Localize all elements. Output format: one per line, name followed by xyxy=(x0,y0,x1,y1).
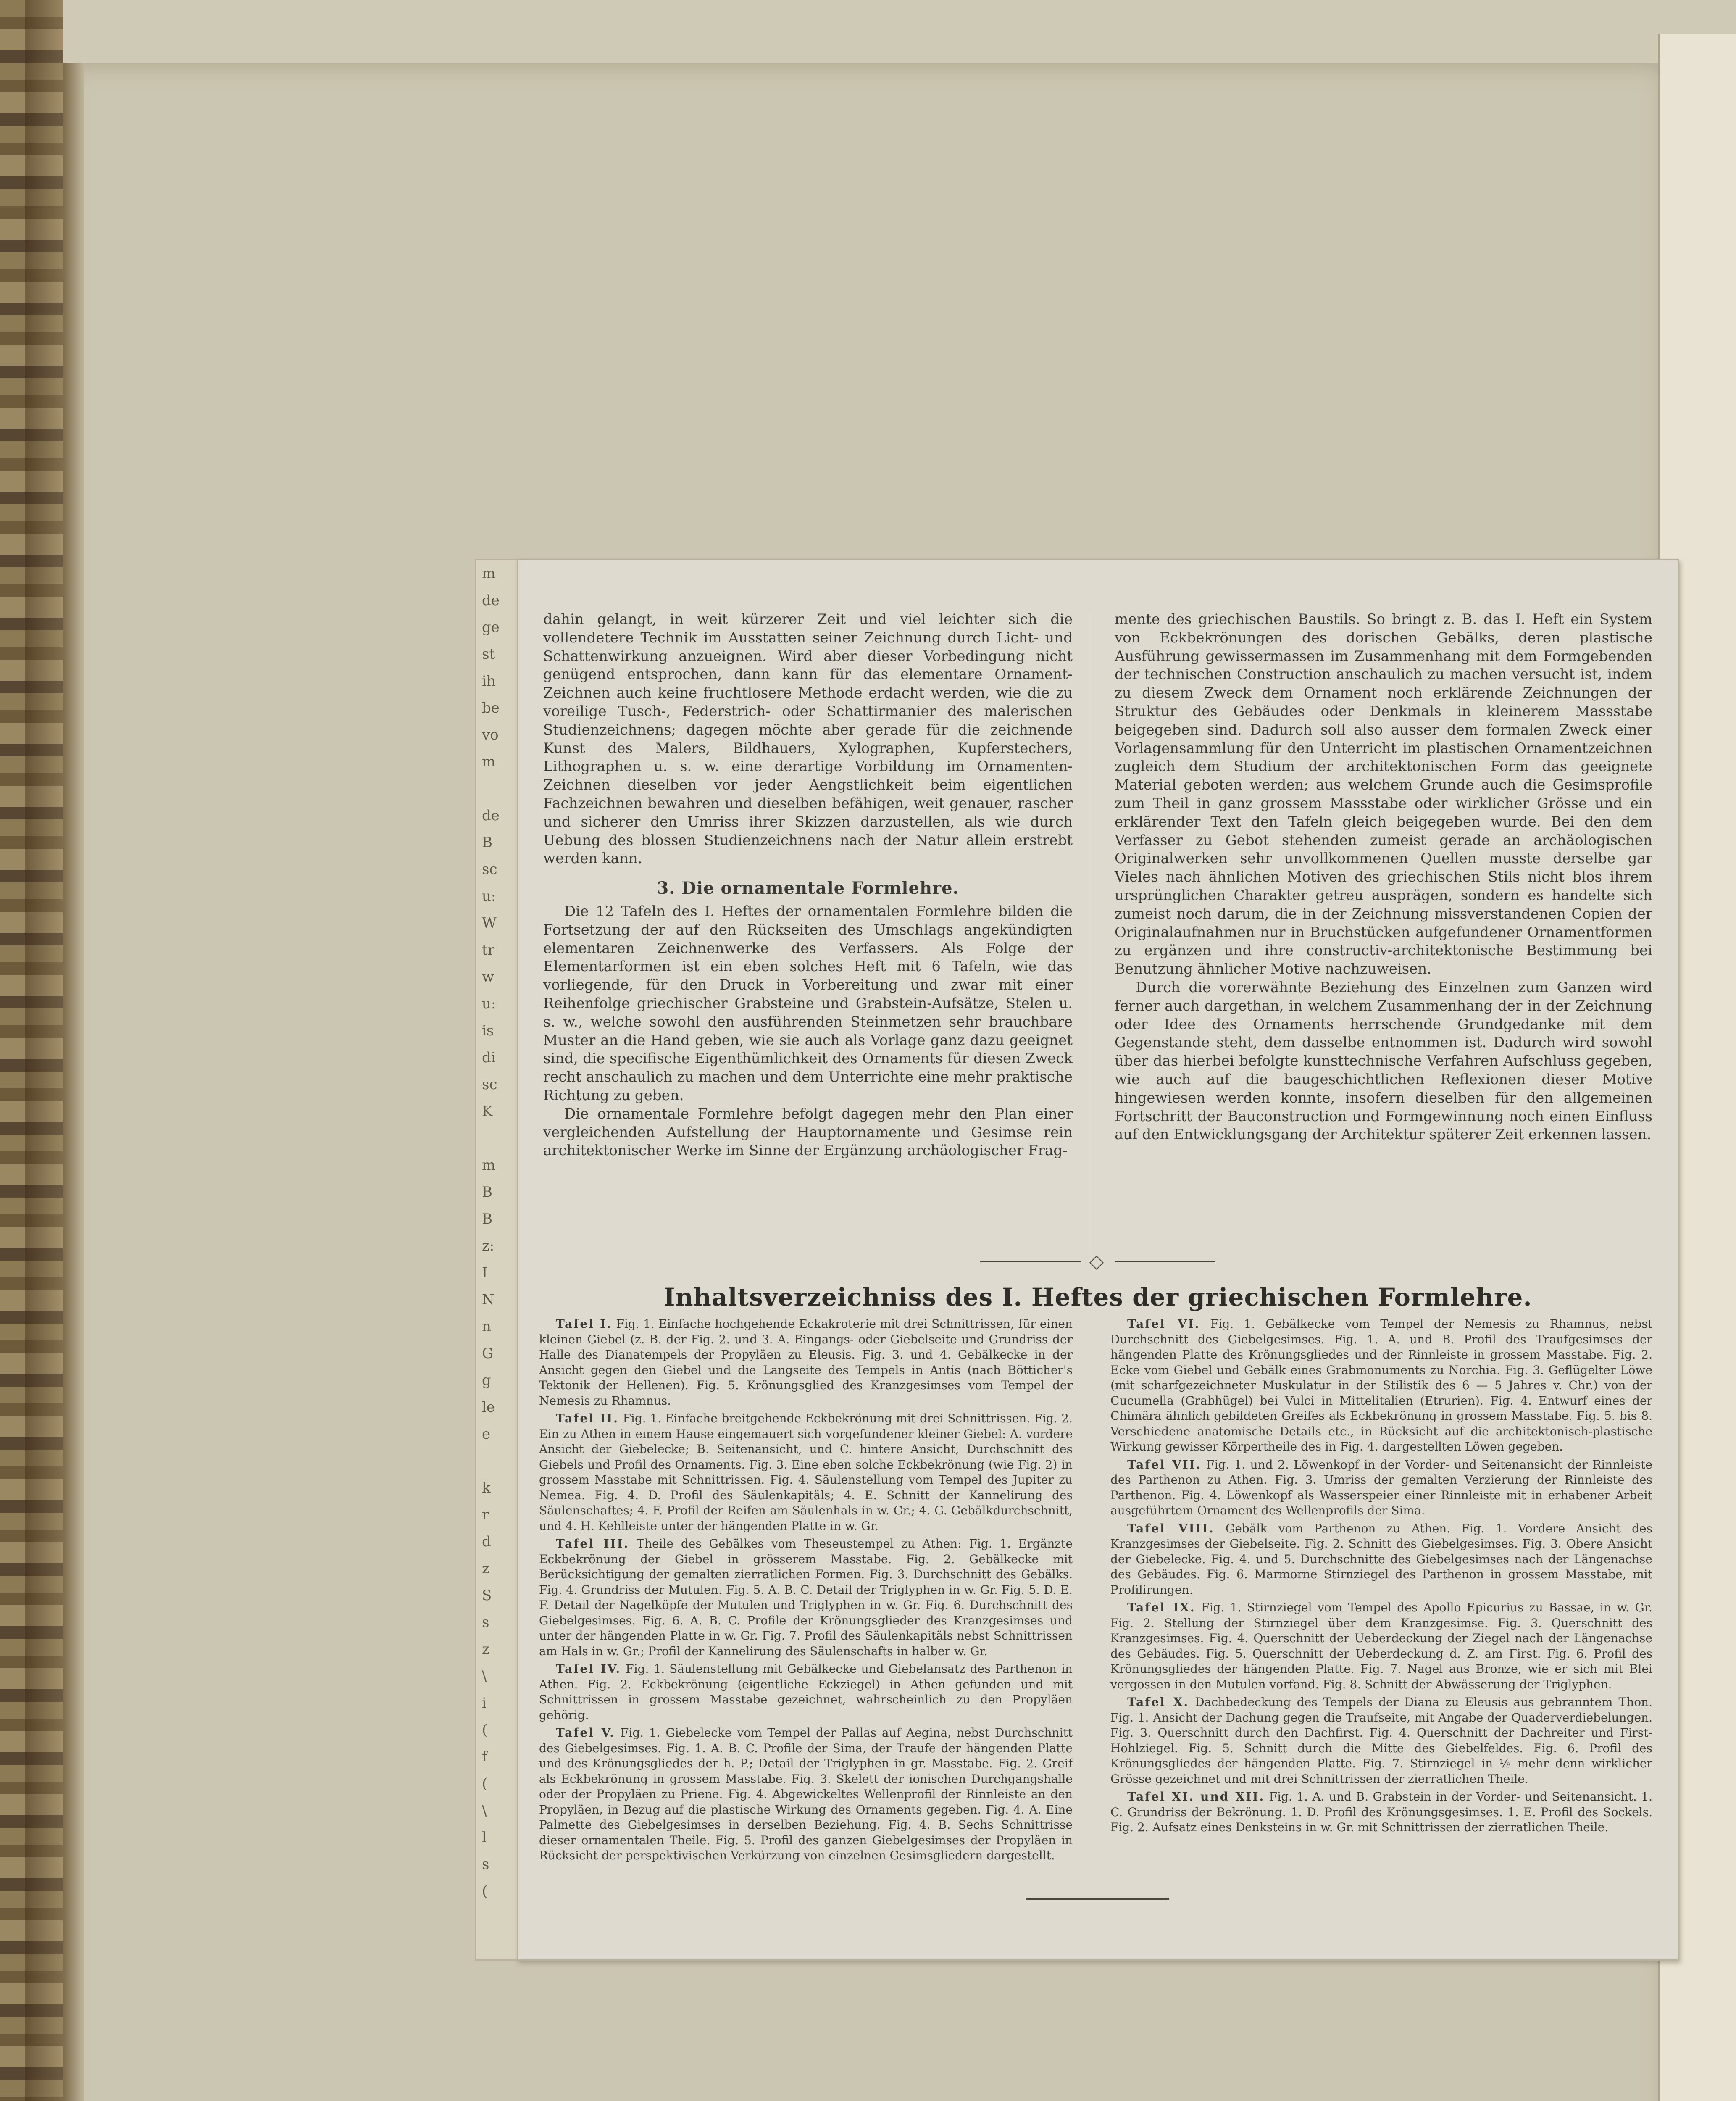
right-text-column xyxy=(1115,611,1652,1144)
underlying-text-fragment: l xyxy=(482,1829,487,1846)
underlying-text-fragment: e xyxy=(482,1426,491,1443)
underlying-text-fragment: be xyxy=(482,700,500,716)
underlying-text-fragment: I xyxy=(482,1264,488,1281)
underlying-text-fragment: ih xyxy=(482,673,496,690)
underlying-text-fragment: k xyxy=(482,1480,491,1496)
underlying-text-fragment: d xyxy=(482,1533,491,1550)
book-spine xyxy=(0,0,63,2101)
underlying-text-fragment: W xyxy=(482,915,497,932)
underlying-text-fragment: B xyxy=(482,834,492,851)
tafel-description: Fig. 1. Säulenstellung mit Gebälkecke und Giebelansatz des Parthenon in Athen. Fig. 2. Eckbekrönung (eigentliche Eckziegel) in Athen gefunden und mit Schnittrissen in grossem Masstabe gezeichnet, wahrscheinlich zu den Propyläen gehörig. xyxy=(539,1662,1073,1722)
pasted-printed-leaf xyxy=(517,559,1679,1961)
underlying-text-fragment: g xyxy=(482,1372,491,1389)
tafel-description: Fig. 1. Gebälkecke vom Tempel der Nemesis zu Rhamnus, nebst Durchschnitt des Giebelgesimses. Fig. 1. A. und B. Profil des Traufgesimses der hängenden Platte des Krönungsgliedes und der Rinnleiste in grossem Masstabe. Fig. 2. Ecke vom Giebel und Gebälk eines Grabmonuments zu Norchia. Fig. 3. Geflügelter Löwe (mit scharfgezeichneter Muskulatur in der Stilistik des 6 — 5 Jahres v. Chr.) von der Cucumella (Grabhügel) bei Vulci in Mittelitalien (Etrurien). Fig. 4. Entwurf eines der Chimära ähnlich gebildeten Greifes als Eckbekrönung in grossem Masstabe. Fig. 5. bis 8. Verschiedene anatomische Details etc., in Rücksicht auf die architektonisch-plastische Wirkung gewisser Körpertheile des in Fig. 4. dargestellten Löwen gegeben. xyxy=(1110,1317,1652,1453)
paragraph: Die ornamentale Formlehre befolgt dagegen mehr den Plan einer vergleichenden Aufstellung der Hauptornamente und Gesimse rein architektonischer Werke im Sinne der Ergänzung archäologischer Frag- xyxy=(543,1105,1073,1159)
underlying-text-fragment: u: xyxy=(482,995,496,1012)
underlying-text-fragment: r xyxy=(482,1506,489,1523)
underlying-text-fragment: ( xyxy=(482,1775,488,1792)
underlying-text-fragment: \ xyxy=(482,1668,487,1685)
toc-entry xyxy=(1110,1316,1652,1455)
paragraph: mente des griechischen Baustils. So bringt z. B. das I. Heft ein System von Eckbekrönungen des dorischen Gebälks, deren plastische Ausführung gewissermassen im Zusammenhang mit dem Formgebenden der technischen Construction anschaulich zu machen versucht ist, indem zu diesem Zweck dem Ornament noch erklärende Zeichnungen der Struktur des Gebäudes oder Denkmals in kleinerem Massstabe beigegeben sind. Dadurch soll also ausser dem formalen Zweck einer Vorlagensammlung für den Unterricht im plastischen Ornamentzeichnen zugleich dem Studium der architektonischen Form das geeignete Material geboten werden; aus welchem Grunde auch die Gesimsprofile zum Theil in ganz grossem Massstabe oder wirklicher Grösse und ein erklärender Text den Tafeln gleich beigegeben wurde. Bei den dem Verfasser zu Gebot stehenden zumeist gerade an archäologischen Originalwerken sehr unvollkommenen Quellen musste derselbe gar Vieles nach ähnlichen Motiven des griechischen Stils nicht blos ihrem ursprünglichen Charakter getreu ausprägen, sondern es handelte sich zumeist noch darum, die in der Zeichnung missverstandenen Copien der Originalaufnahmen nur in Bruchstücken aufgefundener Ornamentformen zu ergänzen und ihre constructiv-architektonische Bestimmung bei Benutzung ähnlicher Motive nachzuweisen. xyxy=(1115,611,1652,978)
tafel-label: Tafel X. xyxy=(1127,1695,1189,1709)
tafel-description: Fig. 1. A. und B. Grabstein in der Vorder- und Seitenansicht. 1. C. Grundriss der Bekrönung. 1. D. Profil des Krönungsgesimses. 1. E. Profil des Sockels. Fig. 2. Aufsatz eines Denksteins in w. Gr. mit Schnittrissen der zierratlichen Theile. xyxy=(1110,1790,1652,1834)
underlying-text-fragment: w xyxy=(482,969,494,985)
underlying-text-fragment: de xyxy=(482,592,500,609)
underlying-text-fragment: ( xyxy=(482,1883,488,1900)
toc-entry xyxy=(539,1411,1073,1534)
underlying-text-fragment: s xyxy=(482,1856,489,1873)
underlying-text-fragment: z: xyxy=(482,1237,494,1254)
binding-edge xyxy=(63,63,84,2101)
underlying-text-fragment: vo xyxy=(482,727,499,743)
tafel-description: Fig. 1. Einfache breitgehende Eckbekrönung mit drei Schnittrissen. Fig. 2. Ein zu Athen in einem Hause eingemauert sich vorgefundener kleiner Giebel: A. vordere Ansicht der Giebelecke; B. Seitenansicht, und C. hintere Ansicht, Durchschnitt des Giebels und Profil des Ornaments. Fig. 3. Eine eben solche Eckbekrönung (wie Fig. 2) in grossem Masstabe mit Schnittrissen. Fig. 4. Säulenstellung vom Tempel des Jupiter zu Nemea. Fig. 4. D. Profil des Säulenkapitäls; 4. E. Schnitt der Kannelirung des Säulenschaftes; 4. F. Profil der Reifen am Säulenhals in w. Gr.; 4. G. Gebälkdurchschnitt, und 4. H. Kehlleiste unter der hängenden Platte in w. Gr. xyxy=(539,1411,1073,1533)
toc-entry xyxy=(1110,1521,1652,1598)
underlying-text-fragment: sc xyxy=(482,861,497,878)
tafel-description: Gebälk vom Parthenon zu Athen. Fig. 1. Vordere Ansicht des Kranzgesimses der Giebelseite. Fig. 2. Schnitt des Giebelgesimses. Fig. 3. Obere Ansicht der Giebelecke. Fig. 4. und 5. Durchschnitte des Giebelgesimses nach der Längenachse des Gebäudes. Fig. 6. Marmorne Stirnziegel des Parthenon in grossem Masstabe, mit Profilirungen. xyxy=(1110,1521,1653,1597)
underlying-text-fragment: tr xyxy=(482,942,494,958)
underlying-text-fragment: de xyxy=(482,807,500,824)
underlying-text-fragment: n xyxy=(482,1318,491,1335)
underlying-text-fragment: s xyxy=(482,1614,489,1631)
tafel-label: Tafel VII. xyxy=(1127,1457,1202,1472)
underlying-text-fragment: z xyxy=(482,1641,489,1658)
underlying-text-fragment: G xyxy=(482,1345,494,1362)
end-rule xyxy=(1026,1898,1169,1900)
toc-entry xyxy=(1110,1789,1652,1835)
ornament-divider xyxy=(980,1258,1215,1266)
underlying-text-fragment: ge xyxy=(482,619,500,636)
tafel-label: Tafel IX. xyxy=(1127,1601,1196,1614)
underlying-text-fragment: i xyxy=(482,1695,487,1711)
left-text-column xyxy=(543,611,1073,1160)
tafel-label: Tafel II. xyxy=(556,1411,619,1425)
section-heading: 3. Die ornamentale Formlehre. xyxy=(657,878,959,898)
paragraph: dahin gelangt, in weit kürzerer Zeit und viel leichter sich die vollendetere Technik im Ausstatten seiner Zeichnung durch Licht- und Schattenwirkung anzueignen. Wird aber dieser Vorbedingung nicht genügend entsprochen, dann kann für das elementare Ornament-Zeichnen auch keine fruchtlosere Methode erdacht werden, wie die zu voreilige Tusch-, Federstrich- oder Schattirmanier des malerischen Studienzeichnens; dagegen möchte aber gerade für die zeichnende Kunst des Malers, Bildhauers, Xylographen, Kupferstechers, Lithographen u. s. w. eine derartige Vorbildung im Ornamenten-Zeichnen dieselben vor jeder Aengstlichkeit beim eigentlichen Fachzeichnen bewahren und dieselben befähigen, weit genauer, rascher und sicherer den Umriss ihrer Skizzen darzustellen, als wie durch Uebung des blossen Studienzeichnens nach der Natur allein erstrebt werden kann. xyxy=(543,611,1073,867)
underlying-text-fragment: di xyxy=(482,1049,496,1066)
underlying-text-fragment: st xyxy=(482,646,495,663)
underlying-text-fragment: m xyxy=(482,565,496,582)
underlying-text-fragment: B xyxy=(482,1184,492,1201)
underlying-text-fragment: N xyxy=(482,1291,494,1308)
underlying-text-fragment: le xyxy=(482,1399,495,1416)
underlying-text-fragment: S xyxy=(482,1587,492,1604)
toc-right-column xyxy=(1110,1316,1652,1838)
underlying-text-fragment: sc xyxy=(482,1076,497,1093)
tafel-label: Tafel III. xyxy=(556,1537,629,1551)
toc-entry xyxy=(1110,1457,1652,1519)
tafel-label: Tafel V. xyxy=(556,1726,615,1740)
tafel-label: Tafel VIII. xyxy=(1127,1521,1215,1535)
tafel-description: Fig. 1. Einfache hochgehende Eckakroterie mit drei Schnittrissen, für einen kleinen Giebel (z. B. der Fig. 2. und 3. A. Eingangs- oder Giebelseite und Grundriss der Halle des Dianatempels der Propyläen zu Eleusis. Fig. 3. und 4. Gebälkecke in der Ansicht gegen den Giebel und die Langseite des Tempels in Antis (nach Bötticher's Tektonik der Hellenen). Fig. 5. Krönungsglied des Kranzgesimses vom Tempel der Nemesis zu Rhamnus. xyxy=(539,1317,1073,1408)
underlying-text-fragment: K xyxy=(482,1103,493,1120)
toc-entry xyxy=(539,1316,1073,1409)
table-of-contents-title: Inhaltsverzeichniss des I. Heftes der griechischen Formlehre. xyxy=(663,1283,1532,1311)
toc-entry xyxy=(539,1661,1073,1723)
tafel-label: Tafel I. xyxy=(556,1317,612,1331)
underlying-text-fragment: \ xyxy=(482,1802,487,1819)
tafel-label: Tafel VI. xyxy=(1127,1317,1200,1331)
underlying-text-fragment: u: xyxy=(482,888,496,905)
underlying-text-fragment: ( xyxy=(482,1722,488,1738)
underlying-text-fragment: B xyxy=(482,1211,492,1227)
underlying-text-fragment: is xyxy=(482,1022,494,1039)
tafel-description: Dachbedeckung des Tempels der Diana zu Eleusis aus gebranntem Thon. Fig. 1. Ansicht der Dachung gegen die Traufseite, mit Angabe der Quaderverdiebelungen. Fig. 3. Querschnitt durch den Dachfirst. Fig. 4. Querschnitt der Dachreiter und First-Hohlziegel. Fig. 5. Schnitt durch die Mitte des Giebelfeldes. Fig. 6. Profil des Krönungsgliedes der hängenden Platte. Fig. 7. Stirnziegel in ⅛ mehr denn wirklicher Grösse gezeichnet und mit drei Schnittrissen der zierratlichen Theile. xyxy=(1110,1695,1652,1786)
underlying-text-fragment: m xyxy=(482,753,496,770)
paragraph: Die 12 Tafeln des I. Heftes der ornamentalen Formlehre bilden die Fortsetzung der auf den Rückseiten des Umschlags angekündigten elementaren Zeichnenwerke des Verfassers. Als Folge der Elementarformen ist ein eben solches Heft mit 6 Tafeln, wie das vorliegende, für den Druck in Vorbereitung und zwar mit einer Reihenfolge griechischer Grabsteine und Grabstein-Aufsätze, Stelen u. s. w., welche sowohl den ausführenden Steinmetzen sehr brauchbare Muster an die Hand geben, wie sie auch als Vorlage ganz dazu geeignet sind, die specifische Eigenthümlichkeit des Ornaments für diesen Zweck recht anschaulich zu machen und dem Unterrichte eine mehr praktische Richtung zu geben. xyxy=(543,903,1073,1104)
underlying-text-fragment: z xyxy=(482,1560,489,1577)
toc-entry xyxy=(539,1536,1073,1659)
toc-left-column xyxy=(539,1316,1073,1866)
toc-entry xyxy=(1110,1695,1652,1787)
paragraph: Durch die vorerwähnte Beziehung des Einzelnen zum Ganzen wird ferner auch dargethan, in welchem Zusammenhang der in der Zeichnung oder Idee des Ornaments herrschende Grundgedanke mit dem Gegenstande steht, dem dasselbe entnommen ist. Dadurch wird sowohl über das hierbei befolgte kunsttechnische Verfahren Aufschluss gegeben, wie auch auf die baugeschichtlichen Reflexionen dieser Motive hingewiesen werden konnte, insofern dieselben für den allgemeinen Fortschritt der Bauconstruction und Formgewinnung noch einen Einfluss auf den Entwicklungsgang der Architektur späterer Zeit erkennen lassen. xyxy=(1115,979,1652,1143)
toc-entry xyxy=(1110,1600,1652,1692)
tafel-label: Tafel IV. xyxy=(556,1662,621,1676)
toc-entry xyxy=(539,1725,1073,1864)
tafel-description: Fig. 1. und 2. Löwenkopf in der Vorder- und Seitenansicht der Rinnleiste des Parthenon zu Athen. Fig. 3. Umriss der gemalten Verzierung der Rinnleiste des Parthenon. Fig. 4. Löwenkopf als Wasserspeier einer Rinnleiste mit in erhabener Arbeit ausgeführtem Ornament des Wellenprofils der Sima. xyxy=(1110,1457,1652,1517)
tafel-description: Theile des Gebälkes vom Theseustempel zu Athen: Fig. 1. Ergänzte Eckbekrönung der Giebel in grösserem Masstabe. Fig. 2. Gebälkecke mit Berücksichtigung der gemalten zierratlichen Formen. Fig. 3. Durchschnitt des Gebälks. Fig. 4. Grundriss der Mutulen. Fig. 5. A. B. C. Detail der Triglyphen in w. Gr. Fig. 5. D. E. F. Detail der Nagelköpfe der Mutulen und Triglyphen in w. Gr. Fig. 6. Durchschnitt des Giebelgesimses. Fig. 6. A. B. C. Profile der Krönungsglieder des Kranzgesimses und unter der hängenden Platte in w. Gr. Fig. 7. Profil des Säulenkapitäls nebst Schnittrissen am Hals in w. Gr.; Profil der Kannelirung des Säulenschafts in halber w. Gr. xyxy=(539,1537,1073,1658)
tafel-description: Fig. 1. Giebelecke vom Tempel der Pallas auf Aegina, nebst Durchschnitt des Giebelgesimses. Fig. 1. A. B. C. Profile der Sima, der Traufe der hängenden Platte und des Krönungsgliedes der h. P.; Detail der Triglyphen in gr. Masstabe. Fig. 2. Greif als Eckbekrönung in grossem Masstabe. Fig. 3. Skelett der ionischen Durchgangshalle oder der Propyläen zu Priene. Fig. 4. Abgewickeltes Wellenprofil der Rinnleiste an den Propyläen, in Bezug auf die plastische Wirkung des Ornaments gegeben. Fig. 4. A. Eine Palmette des Giebelgesimses in derselben Beziehung. Fig. 4. B. Sechs Schnittrisse dieser ornamentalen Theile. Fig. 5. Profil des ganzen Giebelgesimses der Propyläen in Rücksicht der perspektivischen Verkürzung von einzelnen Gesimsgliedern dargestellt. xyxy=(539,1726,1073,1862)
underlying-text-fragment: f xyxy=(482,1748,487,1765)
tafel-description: Fig. 1. Stirnziegel vom Tempel des Apollo Epicurius zu Bassae, in w. Gr. Fig. 2. Stellung der Stirnziegel über dem Kranzgesimse. Fig. 3. Querschnitt des Kranzgesimses. Fig. 4. Querschnitt der Ueberdeckung der Ziegel nach der Längenachse des Gebäudes. Fig. 5. Querschnitt der Ueberdeckung d. Z. am First. Fig. 6. Profil des Krönungsgliedes der hängenden Platte. Fig. 7. Nagel aus Bronze, wie er sich mit Blei vergossen in den Mutulen vorfand. Fig. 8. Schnitt der Abwässerung der Triglyphen. xyxy=(1110,1601,1652,1691)
underlying-text-fragment: m xyxy=(482,1157,496,1174)
tafel-label: Tafel XI. und XII. xyxy=(1127,1790,1265,1803)
